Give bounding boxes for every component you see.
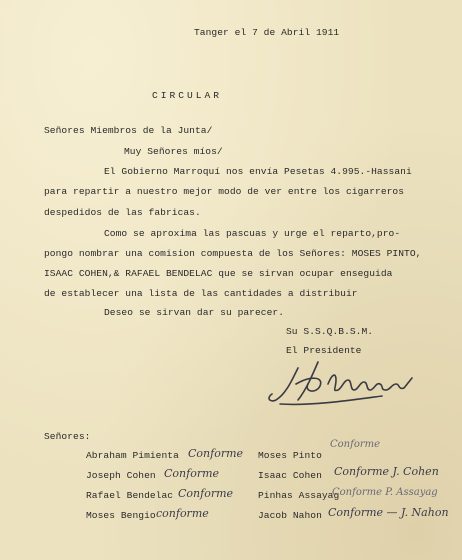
body-p2-line-4: de establecer una lista de las cantidades a distribuir [44,288,358,299]
member-name: Moses Pinto [258,450,322,461]
place-date: Tanger el 7 de Abril 1911 [194,27,340,38]
member-name: Jacob Nahon [258,510,322,521]
body-p1-line-1: El Gobierno Marroquí nos envía Pesetas 4.995.-Hassani [104,166,412,177]
member-note-handwritten: conforme [156,507,209,520]
member-name: Isaac Cohen [258,470,322,481]
body-p3: Deseo se sirvan dar su parecer. [104,307,285,318]
member-name: Abraham Pimienta [86,450,179,461]
president-signature [262,350,432,410]
salutation-line-2: Muy Señores míos/ [124,146,223,157]
salutation-line-1: Señores Miembros de la Junta/ [44,125,213,136]
member-name: Pinhas Assayag [258,490,340,501]
member-name: Joseph Cohen [86,470,156,481]
member-name: Moses Bengio [86,510,156,521]
closing-line-1: Su S.S.Q.B.S.M. [286,326,374,337]
member-name: Rafael Bendelac [86,490,174,501]
member-note-handwritten: Conforme [188,447,244,460]
body-p2-line-1: Como se aproxima las pascuas y urge el reparto,pro- [104,228,401,239]
member-note-handwritten: Conforme P. Assayag [332,487,438,498]
members-heading: Señores: [44,431,91,442]
closing-line-2: El Presidente [286,345,362,356]
member-note-handwritten: Conforme [164,467,220,480]
member-note-handwritten: Conforme [330,439,381,450]
body-p1-line-3: despedidos de las fabricas. [44,207,201,218]
member-note-handwritten: Conforme [178,487,234,500]
body-p1-line-2: para repartir a nuestro mejor modo de ver entre los cigarreros [44,186,405,197]
member-note-handwritten: Conforme J. Cohen [334,465,439,478]
body-p2-line-2: pongo nombrar una comision compuesta de los Señores: MOSES PINTO, [44,248,422,259]
document-title: CIRCULAR [152,90,223,101]
member-note-handwritten: Conforme — J. Nahon [328,506,449,519]
body-p2-line-3: ISAAC COHEN,& RAFAEL BENDELAC que se sirvan ocupar enseguida [44,268,393,279]
